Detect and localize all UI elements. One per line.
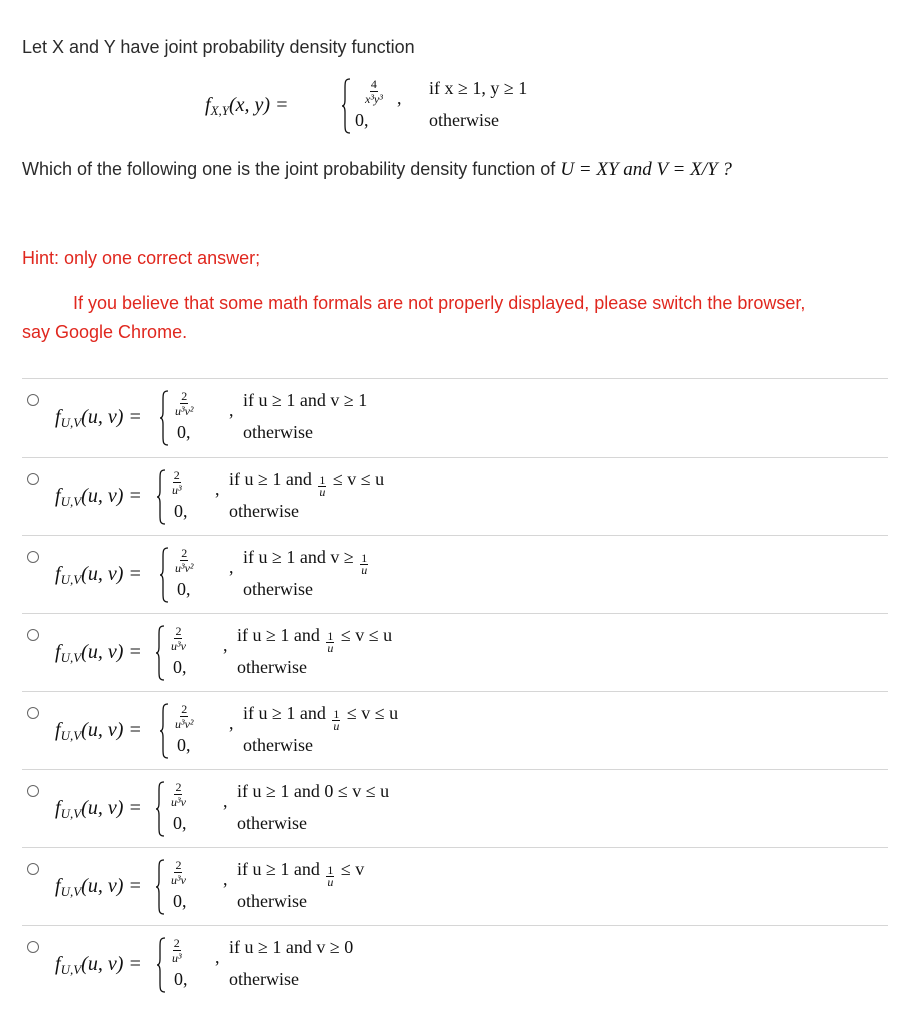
question-prompt: Which of the following one is the joint probability density function of U = XY and V = X/Y ? (22, 159, 732, 180)
option-lhs: $f_{U,V}(u$, v) = (55, 406, 142, 430)
option-divider (22, 457, 888, 458)
condition-fraction: $\frac{1}{u}$ (361, 551, 368, 577)
option-condition: if u ≥ 1 and $\frac{1}{u}$ ≤ v ≤ u (229, 469, 385, 499)
option-condition: if u ≥ 1 and $\frac{1}{u}$ ≤ v (237, 859, 365, 889)
option-otherwise: otherwise (237, 891, 307, 911)
given-pdf-zero: 0, (355, 110, 369, 130)
option-lhs: $f_{U,V}(u$, v) = (55, 875, 142, 899)
option-otherwise: otherwise (243, 735, 313, 755)
option-divider (22, 691, 888, 692)
hint-line-2: If you believe that some math formals are not properly displayed, please switch the browser, (73, 293, 806, 313)
given-pdf-otherwise: otherwise (429, 110, 499, 130)
condition-fraction: $\frac{1}{u}$ (333, 707, 340, 733)
option-condition: if u ≥ 1 and $\frac{1}{u}$ ≤ v ≤ u (243, 703, 399, 733)
option-condition: if u ≥ 1 and 0 ≤ v ≤ u (237, 781, 390, 801)
option-1-radio[interactable] (27, 394, 39, 406)
option-zero: 0, (174, 969, 188, 989)
option-lhs: $f_{U,V}(u$, v) = (55, 953, 142, 977)
option-7-pdf[interactable]: $f_{U,V}(u$, v) = $\frac{2}{\text{u³v}}$ , if u ≥ 1 and $\frac{1}{u}$ ≤ v 0, otherwise (55, 857, 455, 921)
option-divider (22, 925, 888, 926)
option-5-radio[interactable] (27, 707, 39, 719)
option-6-radio[interactable] (27, 785, 39, 797)
option-fraction: $\frac{2}{\text{u³v}}$ (171, 780, 186, 809)
hint-line-1: Hint: only one correct answer; (22, 248, 261, 268)
option-otherwise: otherwise (243, 579, 313, 599)
option-8-radio[interactable] (27, 941, 39, 953)
option-zero: 0, (177, 579, 191, 599)
left-brace-icon (155, 859, 165, 915)
option-fraction: $\frac{2}{\text{u³}}$ (172, 936, 182, 965)
option-divider (22, 378, 888, 379)
option-3-radio[interactable] (27, 551, 39, 563)
option-zero: 0, (174, 501, 188, 521)
option-7-radio[interactable] (27, 863, 39, 875)
option-5-pdf[interactable]: $f_{U,V}(u$, v) = $\frac{2}{\text{u³v²}}$ , if u ≥ 1 and $\frac{1}{u}$ ≤ v ≤ u 0, otherwise (55, 701, 455, 765)
given-pdf-condition: if x ≥ 1, y ≥ 1 (429, 78, 528, 98)
left-brace-icon (159, 547, 169, 603)
given-pdf-lhs: $f_{X,Y}(x$, y) = (205, 94, 289, 118)
condition-fraction: $\frac{1}{u}$ (327, 863, 334, 889)
option-8-pdf[interactable]: $f_{U,V}(u$, v) = $\frac{2}{\text{u³}}$ , if u ≥ 1 and v ≥ 0 0, otherwise (55, 935, 455, 999)
option-fraction: $\frac{2}{\text{u³v²}}$ (175, 546, 194, 575)
option-1-pdf[interactable]: $f_{U,V}(u$, v) = $\frac{2}{\text{u³v²}}$ , if u ≥ 1 and v ≥ 1 0, otherwise (55, 388, 455, 452)
option-4-pdf[interactable]: $f_{U,V}(u$, v) = $\frac{2}{\text{u³v}}$ , if u ≥ 1 and $\frac{1}{u}$ ≤ v ≤ u 0, otherwise (55, 623, 455, 687)
condition-fraction: $\frac{1}{u}$ (319, 473, 326, 499)
option-condition: if u ≥ 1 and $\frac{1}{u}$ ≤ v ≤ u (237, 625, 393, 655)
option-otherwise: otherwise (243, 422, 313, 442)
option-otherwise: otherwise (237, 657, 307, 677)
left-brace-icon (155, 625, 165, 681)
option-lhs: $f_{U,V}(u$, v) = (55, 797, 142, 821)
question-intro: Let X and Y have joint probability density function (22, 37, 415, 57)
option-zero: 0, (173, 891, 187, 911)
option-condition: if u ≥ 1 and v ≥ $\frac{1}{u}$ (243, 547, 368, 577)
option-fraction: $\frac{2}{\text{u³v}}$ (171, 624, 186, 653)
option-zero: 0, (177, 735, 191, 755)
question-prompt-math: U = XY and V = X/Y ? (560, 159, 732, 180)
option-divider (22, 847, 888, 848)
hint-line-3: say Google Chrome. (22, 322, 188, 342)
option-condition: if u ≥ 1 and v ≥ 1 (243, 390, 368, 410)
option-otherwise: otherwise (237, 813, 307, 833)
left-brace-icon (156, 937, 166, 993)
option-lhs: $f_{U,V}(u$, v) = (55, 719, 142, 743)
given-pdf-fraction: $\frac{4}{\text{x³y³}}$ (365, 77, 383, 106)
option-divider (22, 613, 888, 614)
condition-fraction: $\frac{1}{u}$ (327, 629, 334, 655)
left-brace-icon (156, 469, 166, 525)
option-otherwise: otherwise (229, 501, 299, 521)
option-4-radio[interactable] (27, 629, 39, 641)
option-3-pdf[interactable]: $f_{U,V}(u$, v) = $\frac{2}{\text{u³v²}}$ , if u ≥ 1 and v ≥ $\frac{1}{u}$ 0, otherwise (55, 545, 455, 609)
option-otherwise: otherwise (229, 969, 299, 989)
option-condition: if u ≥ 1 and v ≥ 0 (229, 937, 354, 957)
left-brace-icon (159, 703, 169, 759)
option-lhs: $f_{U,V}(u$, v) = (55, 641, 142, 665)
option-fraction: $\frac{2}{\text{u³v}}$ (171, 858, 186, 887)
option-divider (22, 769, 888, 770)
left-brace-icon (341, 78, 351, 134)
option-6-pdf[interactable]: $f_{U,V}(u$, v) = $\frac{2}{\text{u³v}}$ , if u ≥ 1 and 0 ≤ v ≤ u 0, otherwise (55, 779, 455, 843)
option-fraction: $\frac{2}{\text{u³v²}}$ (175, 702, 194, 731)
left-brace-icon (155, 781, 165, 837)
option-2-radio[interactable] (27, 473, 39, 485)
option-lhs: $f_{U,V}(u$, v) = (55, 485, 142, 509)
option-fraction: $\frac{2}{\text{u³}}$ (172, 468, 182, 497)
option-divider (22, 535, 888, 536)
given-pdf: $f_{X,Y}(x$, y) = $\frac{4}{\text{x³y³}}$ , if x ≥ 1, y ≥ 1 0, otherwise (205, 76, 605, 140)
option-zero: 0, (173, 657, 187, 677)
left-brace-icon (159, 390, 169, 446)
option-zero: 0, (177, 422, 191, 442)
option-zero: 0, (173, 813, 187, 833)
option-fraction: $\frac{2}{\text{u³v²}}$ (175, 389, 194, 418)
option-lhs: $f_{U,V}(u$, v) = (55, 563, 142, 587)
option-2-pdf[interactable]: $f_{U,V}(u$, v) = $\frac{2}{\text{u³}}$ , if u ≥ 1 and $\frac{1}{u}$ ≤ v ≤ u 0, otherwise (55, 467, 455, 531)
